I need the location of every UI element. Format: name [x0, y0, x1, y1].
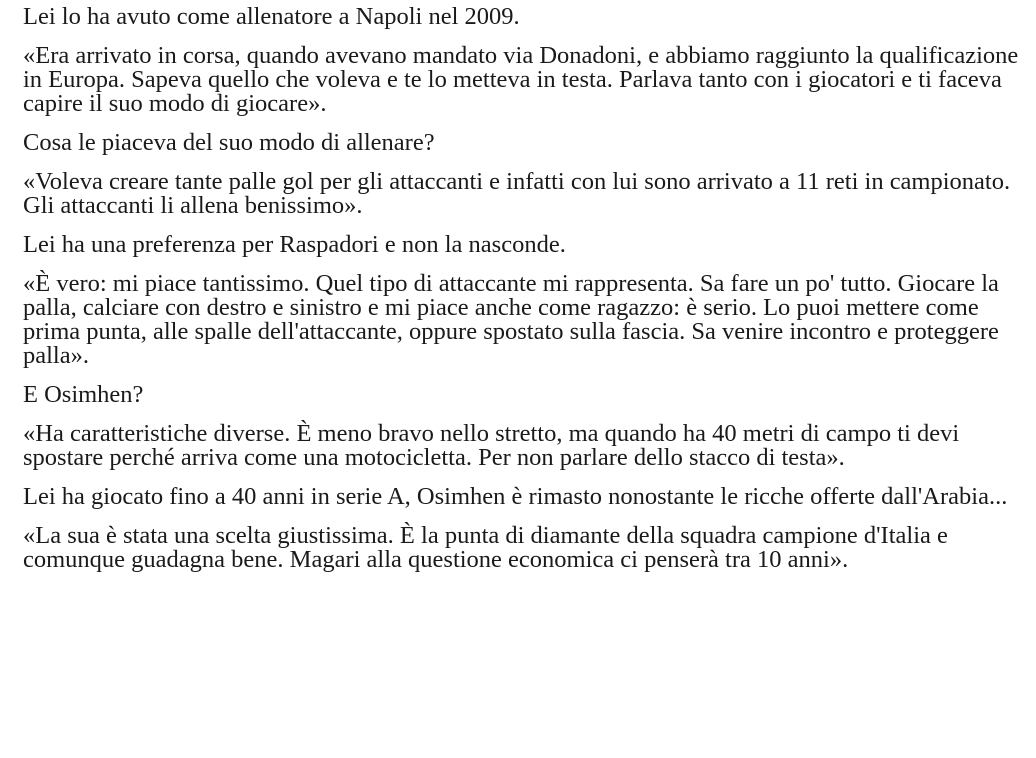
- interview-answer: «La sua è stata una scelta giustissima. È la punta di diamante della squadra campione d'Italia e comunque guadagna bene. Magari alla questione economica ci penserà tra 10 anni».: [23, 522, 948, 573]
- interview-answer: «Voleva creare tante palle gol per gli attaccanti e infatti con lui sono arrivato a 11 reti in campionato. Gli attaccanti li allena benissimo».: [23, 168, 1011, 219]
- interview-question: E Osimhen?: [23, 381, 144, 408]
- interview-answer: «Ha caratteristiche diverse. È meno bravo nello stretto, ma quando ha 40 metri di campo ti devi spostare perché arriva come una motocicletta. Per non parlare dello stacco di testa».: [23, 420, 960, 471]
- interview-answer: «È vero: mi piace tantissimo. Quel tipo di attaccante mi rappresenta. Sa fare un po' tutto. Giocare la palla, calciare con destro e sinistro e mi piace anche come ragazzo: è serio. Lo puoi mettere come prima punta, alle spalle dell'attaccante, oppure spostato sulla fascia. Sa venire incontro e proteggere palla».: [23, 270, 999, 369]
- interview-question: Lei lo ha avuto come allenatore a Napoli nel 2009.: [23, 3, 520, 30]
- interview-answer: «Era arrivato in corsa, quando avevano mandato via Donadoni, e abbiamo raggiunto la qualificazione in Europa. Sapeva quello che voleva e te lo metteva in testa. Parlava tanto con i giocatori e ti faceva capire il suo modo di giocare».: [23, 42, 1019, 117]
- interview-question: Lei ha una preferenza per Raspadori e non la nasconde.: [23, 231, 566, 258]
- interview-question: Lei ha giocato fino a 40 anni in serie A, Osimhen è rimasto nonostante le ricche offerte dall'Arabia...: [23, 483, 1008, 510]
- article-body: [0, 5, 1036, 572]
- interview-question: Cosa le piaceva del suo modo di allenare?: [23, 129, 435, 156]
